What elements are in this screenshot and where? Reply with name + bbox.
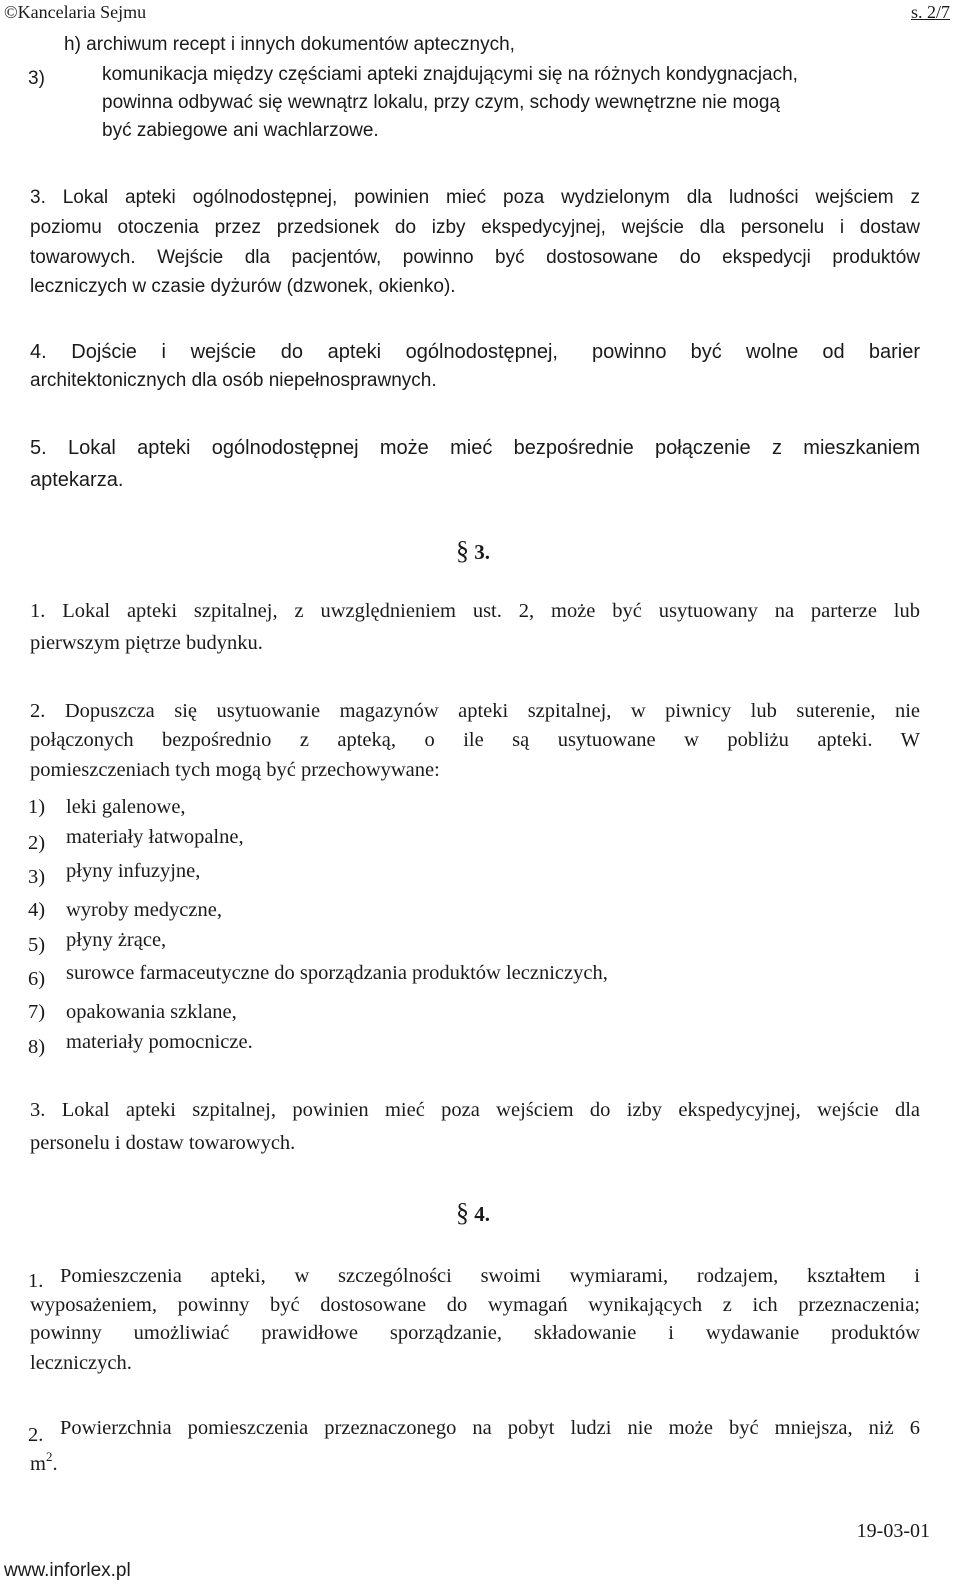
- section-4-paragraph-1-line-3: powinny umożliwiać prawidłowe sporządzanie, składowanie i wydawanie produktów: [30, 1322, 920, 1344]
- paragraph-5-line-1: 5. Lokal apteki ogólnodostępnej może mieć bezpośrednie połączenie z mieszkaniem: [30, 437, 920, 459]
- storage-list-number: 3): [28, 866, 46, 888]
- section-3-paragraph-2-line-3: pomieszczeniach tych mogą być przechowywane:: [30, 759, 440, 781]
- storage-list-number: 4): [28, 899, 46, 921]
- paragraph-3-line-2: poziomu otoczenia przez przedsionek do izby ekspedycyjnej, wejście dla personelu i dostaw: [30, 217, 920, 238]
- list-item-3-line-2: powinna odbywać się wewnątrz lokalu, przy czym, schody wewnętrzne nie mogą: [102, 92, 780, 113]
- storage-list-number: 6): [28, 968, 46, 990]
- section-4-paragraph-1-line-1: Pomieszczenia apteki, w szczególności swoimi wymiarami, rodzajem, kształtem i: [60, 1265, 920, 1287]
- section-3-paragraph-2-line-2: połączonych bezpośrednio z apteką, o ile są usytuowane w pobliżu apteki. W: [30, 729, 920, 751]
- section-4-paragraph-1-number: 1.: [28, 1270, 44, 1292]
- footer-date: 19-03-01: [856, 1520, 930, 1542]
- storage-list-item: opakowania szklane,: [66, 1001, 237, 1023]
- storage-list-item: wyroby medyczne,: [66, 899, 222, 921]
- section-3-paragraph-1-line-1: 1. Lokal apteki szpitalnej, z uwzględnieniem ust. 2, może być usytuowany na parterze lub: [30, 600, 920, 622]
- area-unit: m: [30, 1453, 46, 1475]
- storage-list-item: płyny żrące,: [66, 929, 167, 951]
- footer-url: www.inforlex.pl: [4, 1560, 131, 1581]
- sentence-end: .: [52, 1453, 58, 1475]
- storage-list-item: materiały łatwopalne,: [66, 826, 244, 848]
- section-4-paragraph-1-line-4: leczniczych.: [30, 1352, 132, 1374]
- storage-list-number: 5): [28, 934, 46, 956]
- storage-list-item: materiały pomocnicze.: [66, 1031, 253, 1053]
- section-number: 4.: [474, 1202, 490, 1226]
- list-item-3-line-3: być zabiegowe ani wachlarzowe.: [102, 120, 379, 141]
- section-3-paragraph-1-line-2: pierwszym piętrze budynku.: [30, 632, 263, 654]
- list-item-3-line-1: komunikacja między częściami apteki znajdującymi się na różnych kondygnacjach,: [102, 64, 798, 85]
- storage-list-item: leki galenowe,: [66, 796, 186, 818]
- header-page-number: s. 2/7: [910, 2, 950, 22]
- list-item-3-number: 3): [28, 68, 45, 89]
- section-3-heading: [456, 536, 490, 566]
- paragraph-4-line-2: architektonicznych dla osób niepełnosprawnych.: [30, 370, 437, 391]
- section-symbol: §: [456, 536, 469, 565]
- section-4-paragraph-2-line-1: Powierzchnia pomieszczenia przeznaczonego na pobyt ludzi nie może być mniejsza, niż 6: [60, 1417, 920, 1439]
- storage-list-number: 8): [28, 1036, 46, 1058]
- section-4-heading: [456, 1198, 490, 1228]
- storage-list-number: 2): [28, 832, 46, 854]
- section-4-paragraph-2-number: 2.: [28, 1424, 44, 1446]
- paragraph-3-line-4: leczniczych w czasie dyżurów (dzwonek, okienko).: [30, 276, 456, 297]
- paragraph-3-line-1: 3. Lokal apteki ogólnodostępnej, powinien mieć poza wydzielonym dla ludności wejściem z: [30, 187, 920, 208]
- paragraph-4-line-1a: 4. Dojście i wejście do apteki ogólnodostępnej,: [30, 341, 558, 363]
- section-symbol: §: [456, 1198, 469, 1227]
- storage-list-number: 7): [28, 1001, 46, 1023]
- storage-list-item: płyny infuzyjne,: [66, 860, 201, 882]
- area-unit-exponent: 2: [45, 1449, 53, 1464]
- list-item-h: h) archiwum recept i innych dokumentów aptecznych,: [64, 34, 515, 55]
- section-4-paragraph-1-line-2: wyposażeniem, powinny być dostosowane do wymagań wynikających z ich przeznaczenia;: [30, 1294, 920, 1316]
- section-3-paragraph-3-line-1: 3. Lokal apteki szpitalnej, powinien mieć poza wejściem do izby ekspedycyjnej, wejście dla: [30, 1099, 920, 1121]
- section-3-paragraph-3-line-2: personelu i dostaw towarowych.: [30, 1132, 296, 1154]
- storage-list-item: surowce farmaceutyczne do sporządzania produktów leczniczych,: [66, 962, 608, 984]
- paragraph-4-line-1b: powinno być wolne od barier: [592, 341, 920, 363]
- section-number: 3.: [474, 540, 490, 564]
- section-4-paragraph-2-line-2: [30, 1449, 58, 1476]
- paragraph-3-line-3: towarowych. Wejście dla pacjentów, powinno być dostosowane do ekspedycji produktów: [30, 247, 920, 268]
- header-copyright: ©Kancelaria Sejmu: [4, 2, 147, 22]
- section-3-paragraph-2-line-1: 2. Dopuszcza się usytuowanie magazynów apteki szpitalnej, w piwnicy lub suterenie, nie: [30, 700, 920, 722]
- paragraph-5-line-2: aptekarza.: [30, 469, 124, 491]
- storage-list-number: 1): [28, 796, 46, 818]
